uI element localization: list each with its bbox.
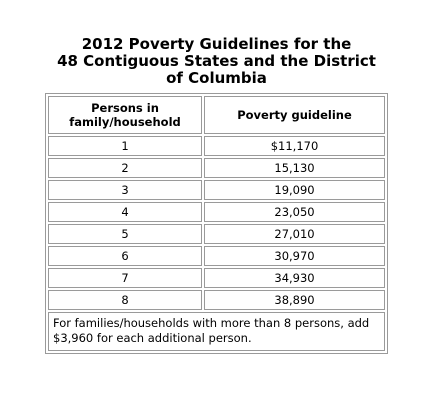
document — [45, 36, 388, 354]
table-row — [48, 268, 385, 288]
table-header-row — [48, 96, 385, 134]
page-title: 2012 Poverty Guidelines for the 48 Contiguous States and the District of Columbia — [57, 35, 376, 87]
poverty-guidelines-table — [45, 93, 388, 354]
guideline-cell: 27,010 — [204, 224, 385, 244]
persons-cell: 6 — [48, 246, 202, 266]
guideline-cell: 30,970 — [204, 246, 385, 266]
persons-cell: 3 — [48, 180, 202, 200]
footnote: For families/households with more than 8 persons, add $3,960 for each additional person. — [48, 312, 385, 351]
guideline-cell: 34,930 — [204, 268, 385, 288]
guideline-cell: 23,050 — [204, 202, 385, 222]
guideline-cell: 15,130 — [204, 158, 385, 178]
persons-cell: 4 — [48, 202, 202, 222]
guideline-cell: 19,090 — [204, 180, 385, 200]
table-row — [48, 246, 385, 266]
guideline-cell: $11,170 — [204, 136, 385, 156]
column-header-guideline: Poverty guideline — [204, 96, 385, 134]
guideline-cell: 38,890 — [204, 290, 385, 310]
persons-cell: 2 — [48, 158, 202, 178]
column-header-persons: Persons in family/household — [48, 96, 202, 134]
table-row — [48, 224, 385, 244]
table-row — [48, 136, 385, 156]
persons-cell: 5 — [48, 224, 202, 244]
footnote-row — [48, 312, 385, 351]
table-row — [48, 180, 385, 200]
persons-cell: 1 — [48, 136, 202, 156]
persons-cell: 8 — [48, 290, 202, 310]
table-row — [48, 202, 385, 222]
table-row — [48, 290, 385, 310]
table-row — [48, 158, 385, 178]
persons-cell: 7 — [48, 268, 202, 288]
